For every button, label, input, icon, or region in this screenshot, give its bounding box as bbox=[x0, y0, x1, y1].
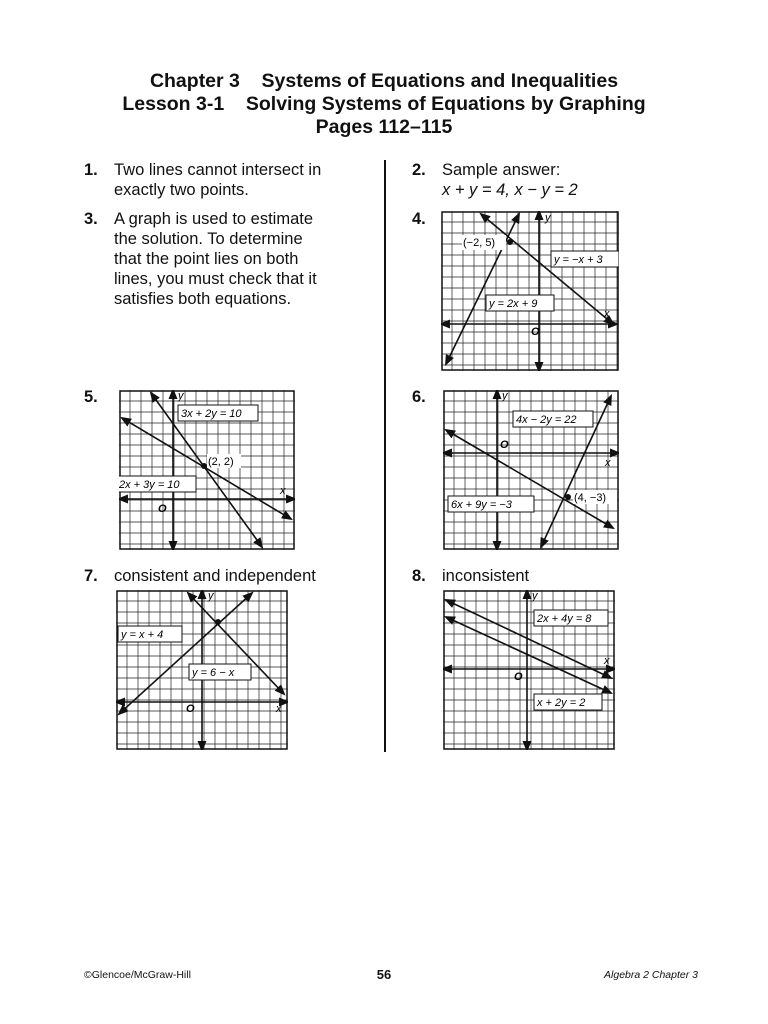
problem-2 bbox=[412, 160, 578, 200]
page-number: 56 bbox=[376, 967, 392, 982]
y-axis-label: y bbox=[545, 212, 551, 224]
footer-book: Algebra 2 Chapter 3 bbox=[604, 969, 698, 981]
answer-line: exactly two points. bbox=[114, 181, 249, 199]
answer-line: the solution. To determine bbox=[114, 230, 303, 248]
origin-label: O bbox=[158, 503, 167, 515]
answer-line: A graph is used to estimate bbox=[114, 210, 314, 228]
answer-line: lines, you must check that it bbox=[114, 270, 317, 288]
origin-label: O bbox=[514, 671, 523, 683]
equation-label: 3x + 2y = 10 bbox=[181, 408, 242, 420]
intersection-point bbox=[215, 619, 221, 625]
equation-label: 2x + 4y = 8 bbox=[537, 613, 592, 625]
origin-label: O bbox=[186, 703, 195, 715]
problem-number: 1. bbox=[84, 161, 98, 179]
answer-line: satisfies both equations. bbox=[114, 290, 292, 308]
origin-label: O bbox=[531, 326, 540, 338]
problem-number: 8. bbox=[412, 567, 426, 585]
point-label: (−2, 5) bbox=[463, 237, 496, 249]
equation-label: 4x − 2y = 22 bbox=[516, 414, 577, 426]
equation-label: y = x + 4 bbox=[121, 629, 164, 641]
x-axis-label: x bbox=[276, 703, 282, 715]
intersection-point bbox=[507, 239, 513, 245]
graph-problem-7 bbox=[116, 590, 288, 750]
point-label: (2, 2) bbox=[208, 456, 234, 468]
line-2x-3y-10 bbox=[122, 418, 291, 519]
graph-problem-5 bbox=[119, 390, 295, 550]
page-header bbox=[0, 70, 768, 139]
problem-number: 4. bbox=[412, 210, 426, 228]
x-axis-label: x bbox=[604, 655, 610, 667]
equation-label: y = 6 − x bbox=[192, 667, 235, 679]
point-label: (4, −3) bbox=[574, 492, 607, 504]
y-axis-label: y bbox=[178, 390, 184, 402]
problem-number: 7. bbox=[84, 567, 98, 585]
column-divider bbox=[384, 160, 386, 752]
intersection-point bbox=[565, 494, 571, 500]
graph-problem-6 bbox=[443, 390, 619, 550]
answer-line: Two lines cannot intersect in bbox=[114, 161, 322, 179]
equation-label: 2x + 3y = 10 bbox=[119, 479, 180, 491]
y-axis-label: y bbox=[208, 590, 214, 602]
problem-number: 6. bbox=[412, 388, 426, 406]
intersection-point bbox=[201, 463, 207, 469]
equation-label: y = 2x + 9 bbox=[489, 298, 538, 310]
footer-copyright: ©Glencoe/McGraw-Hill bbox=[84, 969, 191, 981]
lesson-title: Lesson 3-1 Solving Systems of Equations by Graphing bbox=[122, 93, 646, 115]
y-axis-label: y bbox=[532, 590, 538, 602]
answer-text: inconsistent bbox=[442, 567, 530, 585]
equation-label: x + 2y = 2 bbox=[537, 697, 586, 709]
x-axis-label: x bbox=[604, 308, 610, 320]
problem-number: 2. bbox=[412, 161, 426, 179]
y-axis-label: y bbox=[502, 390, 508, 402]
pages-range: Pages 112–115 bbox=[315, 116, 453, 138]
x-axis-label: x bbox=[605, 457, 611, 469]
line-y-x-4 bbox=[119, 593, 252, 714]
graph-problem-4 bbox=[441, 211, 619, 371]
problem-1 bbox=[84, 160, 321, 200]
graph-problem-8 bbox=[443, 590, 615, 750]
answer-line: that the point lies on both bbox=[114, 250, 299, 268]
problem-8 bbox=[412, 566, 529, 586]
answer-text: consistent and independent bbox=[114, 567, 316, 585]
problem-number: 3. bbox=[84, 210, 98, 228]
problem-3 bbox=[84, 209, 317, 309]
answer-equations: x + y = 4, x − y = 2 bbox=[442, 181, 578, 199]
equation-label: y = −x + 3 bbox=[554, 254, 603, 266]
problem-7 bbox=[84, 566, 316, 586]
equation-label: 6x + 9y = −3 bbox=[451, 499, 512, 511]
chapter-title: Chapter 3 Systems of Equations and Inequalities bbox=[149, 70, 619, 92]
answer-line: Sample answer: bbox=[442, 161, 561, 179]
origin-label: O bbox=[500, 439, 509, 451]
x-axis-label: x bbox=[280, 485, 286, 497]
problem-number: 5. bbox=[84, 388, 98, 406]
